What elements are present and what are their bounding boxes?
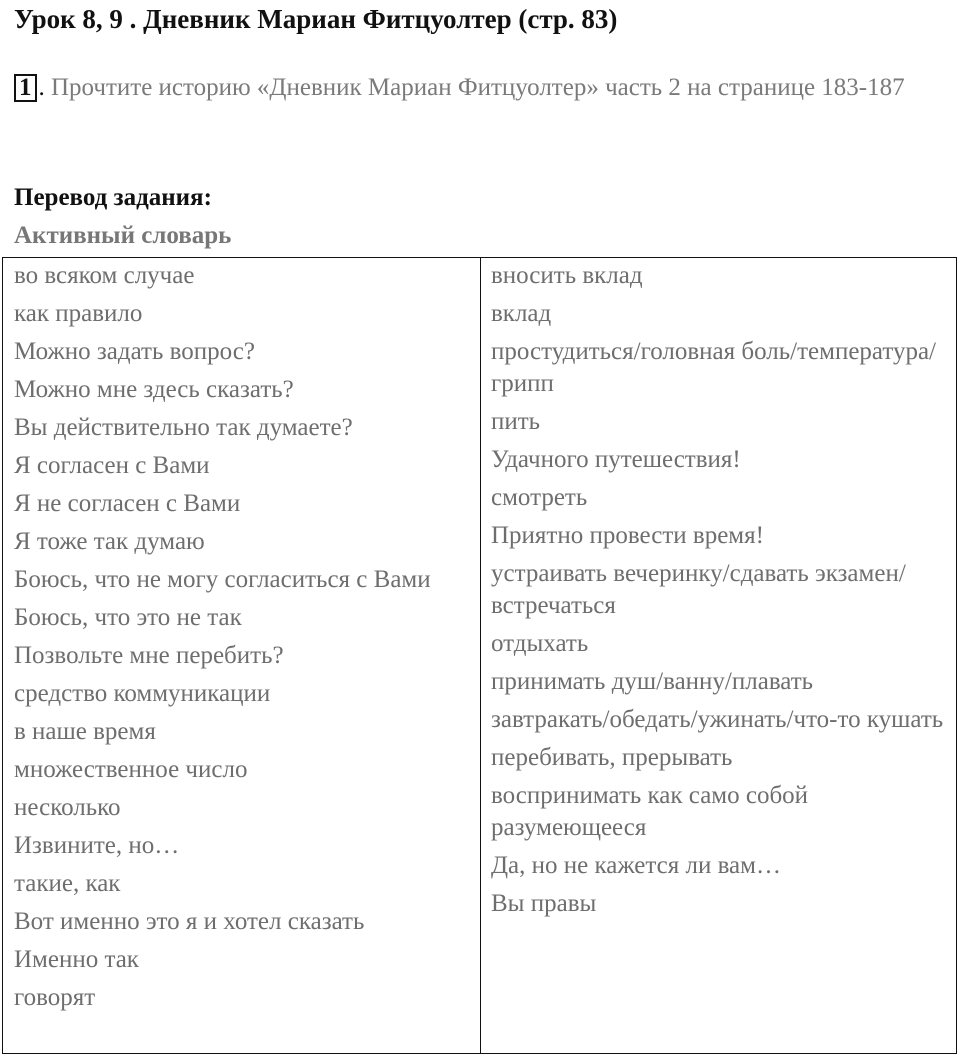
vocab-entry: несколько: [14, 794, 121, 821]
vocab-entry: Вы действительно так думаете?: [14, 414, 353, 441]
vocab-entry: во всяком случае: [14, 262, 195, 289]
vocab-entry: средство коммуникации: [14, 680, 271, 707]
vocabulary-left-column: [3, 258, 481, 1053]
vocab-entry: Именно так: [14, 946, 139, 973]
vocab-entry: Можно задать вопрос?: [14, 338, 255, 365]
vocab-entry: устраивать вечеринку/сдавать экзамен/встречаться: [491, 560, 906, 619]
vocab-entry: Вот именно это я и хотел сказать: [14, 908, 365, 935]
vocab-entry: Я тоже так думаю: [14, 528, 205, 555]
vocabulary-heading: Активный словарь: [14, 222, 232, 249]
vocab-entry: в наше время: [14, 718, 156, 745]
vocab-entry: такие, как: [14, 870, 121, 897]
vocab-entry: простудиться/головная боль/температура/грипп: [491, 338, 937, 397]
vocab-entry: говорят: [14, 984, 96, 1011]
vocab-entry: Извините, но…: [14, 832, 180, 859]
vocab-entry: Вы правы: [491, 890, 597, 917]
vocab-entry: вклад: [491, 300, 552, 327]
vocab-entry: Боюсь, что это не так: [14, 604, 242, 631]
vocabulary-table: [2, 257, 957, 1054]
vocab-entry: Да, но не кажется ли вам…: [491, 852, 781, 879]
vocab-entry: Боюсь, что не могу согласиться с Вами: [14, 566, 431, 593]
vocab-entry: принимать душ/ванну/плавать: [491, 668, 814, 695]
task-paragraph: [14, 72, 944, 104]
vocab-entry: Позвольте мне перебить?: [14, 642, 284, 669]
task-number-box: 1: [14, 74, 37, 102]
vocab-entry: пить: [491, 408, 541, 435]
vocab-entry: Я не согласен с Вами: [14, 490, 241, 517]
vocab-entry: вносить вклад: [491, 262, 643, 289]
vocab-entry: смотреть: [491, 484, 588, 511]
page-title: Урок 8, 9 . Дневник Мариан Фитцуолтер (стр. 83): [14, 4, 618, 34]
vocab-entry: Можно мне здесь сказать?: [14, 376, 294, 403]
vocab-entry: завтракать/обедать/ужинать/что-то кушать: [491, 706, 944, 733]
vocab-entry: отдыхать: [491, 630, 589, 657]
task-number-dot: .: [38, 74, 45, 101]
vocab-entry: Я согласен с Вами: [14, 452, 210, 479]
vocabulary-right-column: [481, 258, 956, 1053]
task-text: Прочтите историю «Дневник Мариан Фитцуолтер» часть 2 на странице 183-187: [44, 74, 905, 101]
vocab-entry: Удачного путешествия!: [491, 446, 741, 473]
vocab-entry: перебивать, прерывать: [491, 744, 733, 771]
vocab-entry: Приятно провести время!: [491, 522, 764, 549]
vocab-entry: воспринимать как само собой разумеющееся: [491, 782, 809, 841]
vocab-entry: множественное число: [14, 756, 248, 783]
vocab-entry: как правило: [14, 300, 143, 327]
translation-heading: Перевод задания:: [14, 184, 212, 211]
